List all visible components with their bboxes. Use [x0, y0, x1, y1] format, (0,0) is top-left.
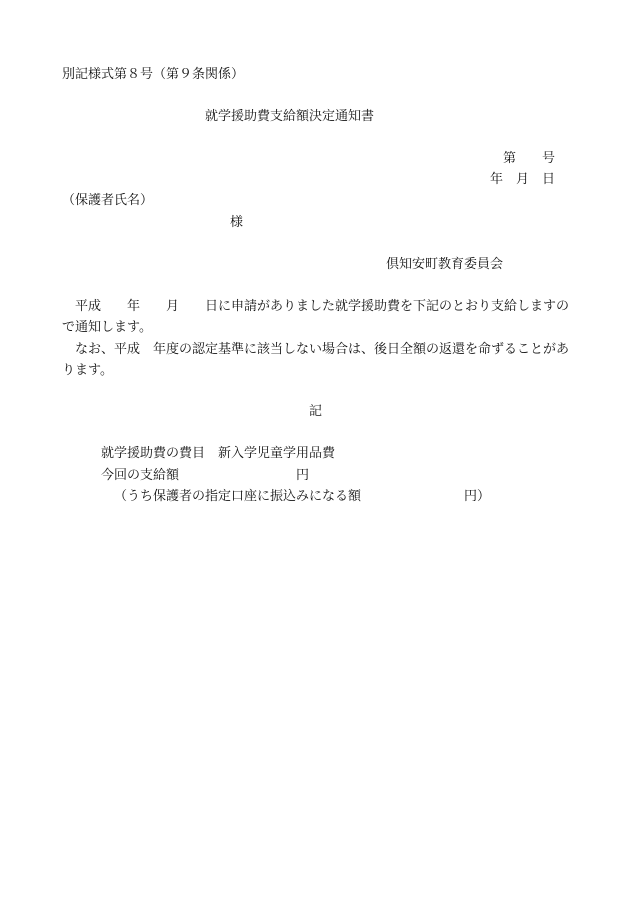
document-date: 年 月 日: [490, 172, 556, 187]
form-id: 別記様式第８号（第９条関係）: [62, 67, 245, 82]
expense-item: 就学援助費の費目 新入学児童学用品費: [101, 446, 336, 461]
body-paragraph-1-line-2: で通知します。: [62, 320, 152, 335]
body-paragraph-2-line-2: ります。: [62, 363, 113, 378]
transfer-label: （うち保護者の指定口座に振込みになる額: [114, 489, 362, 504]
body-paragraph-1-line-1: 平成 年 月 日に申請がありました就学援助費を下記のとおり支給しますの: [75, 299, 570, 314]
issuer-name: 倶知安町教育委員会: [386, 257, 504, 272]
transfer-unit: 円）: [464, 489, 491, 504]
body-paragraph-2-line-1: なお、平成 年度の認定基準に該当しない場合は、後日全額の返還を命ずることがあ: [75, 342, 570, 357]
document-title: 就学援助費支給額決定通知書: [205, 109, 375, 124]
recipient-honorific: 様: [230, 215, 244, 230]
recipient-label: （保護者氏名）: [62, 193, 154, 208]
amount-label: 今回の支給額: [101, 468, 180, 483]
amount-unit: 円: [296, 468, 310, 483]
document-number: 第 号: [503, 151, 556, 166]
ki-heading: 記: [309, 404, 323, 419]
